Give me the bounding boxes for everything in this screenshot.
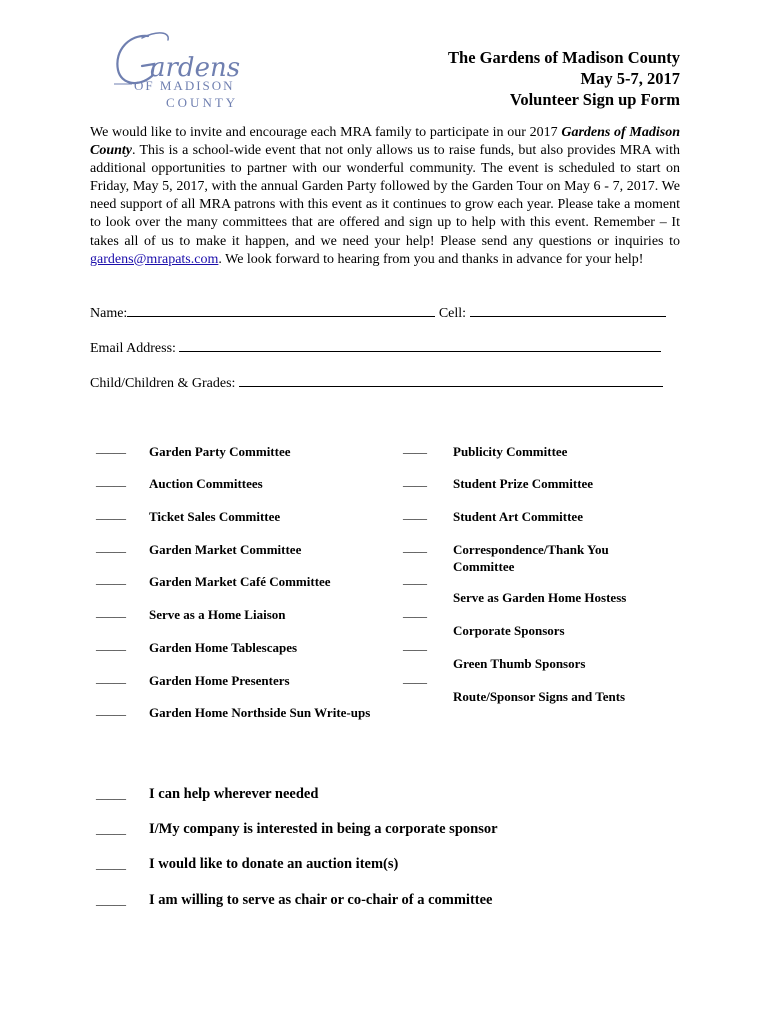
committee-label: Green Thumb Sponsors — [453, 656, 586, 671]
children-field[interactable] — [239, 373, 663, 387]
committee-blank[interactable]: _____ — [96, 441, 126, 455]
committee-blank[interactable]: ____ — [403, 441, 427, 455]
gardens-logo-graphic — [108, 28, 278, 112]
children-label: Child/Children & Grades: — [90, 376, 236, 391]
title-block — [448, 47, 680, 110]
committee-blank[interactable]: _____ — [96, 605, 126, 619]
committee-label: Correspondence/Thank You Committee — [453, 542, 609, 574]
committee-blank[interactable]: ____ — [403, 507, 427, 521]
email-link[interactable]: gardens@mrapats.com — [90, 251, 219, 267]
committee-blank[interactable]: _____ — [96, 671, 126, 685]
committee-label: Corporate Sponsors — [453, 623, 565, 638]
option-blank[interactable]: _____ — [96, 893, 126, 907]
committee-blank[interactable]: ____ — [403, 638, 427, 652]
page-title: The Gardens of Madison County — [448, 48, 680, 67]
children-row — [90, 373, 663, 393]
committee-label: Serve as a Home Liaison — [149, 607, 286, 622]
committee-blank[interactable]: ____ — [403, 474, 427, 488]
option-label: I am willing to serve as chair or co-chair of a committee — [149, 892, 493, 908]
committee-blank[interactable]: _____ — [96, 572, 126, 586]
gardens-logo — [108, 28, 278, 112]
email-row — [90, 338, 661, 358]
email-field[interactable] — [179, 338, 661, 352]
committee-label: Route/Sponsor Signs and Tents — [453, 689, 626, 704]
intro-text-2: . This is a school-wide event that not only allows us to raise funds, but also provides MRA with additional opportunities to partner with our wonderful community. The event is scheduled to start on Friday, May 5, 2017, with the annual Garden Party followed by the Garden Tour on May 6 - 7, 2017. We need support of all MRA patrons with this event as it continues to grow each year. Please take a moment to look over the many committees that are offered and sign up to help with this event. Remember – It takes all of us to make it happen, and we need your help! Please send any questions or inquiries to — [90, 143, 680, 249]
logo-line1: OF MADISON — [134, 78, 235, 93]
cell-label: Cell: — [438, 306, 467, 321]
committee-blank[interactable]: _____ — [96, 638, 126, 652]
intro-text-1: We would like to invite and encourage each MRA family to participate in our 2017 — [90, 125, 562, 140]
intro-text-3: . We look forward to hearing from you and thanks in advance for your help! — [218, 251, 644, 267]
logo-line2: COUNTY — [166, 95, 239, 110]
name-field[interactable] — [127, 303, 435, 317]
committee-label: Publicity Committee — [453, 444, 568, 459]
option-label: I/My company is interested in being a corporate sponsor — [149, 821, 498, 837]
option-blank[interactable]: _____ — [96, 857, 126, 871]
committee-blank[interactable]: _____ — [96, 540, 126, 554]
committee-label: Student Art Committee — [453, 509, 583, 524]
svg-text:ardens: ardens — [150, 53, 241, 83]
committee-label: Ticket Sales Committee — [149, 509, 281, 524]
committee-label: Garden Market Café Committee — [149, 574, 331, 589]
committee-label: Student Prize Committee — [453, 476, 594, 491]
email-label: Email Address: — [90, 341, 176, 356]
committee-blank[interactable]: ____ — [403, 540, 427, 554]
committee-label: Auction Committees — [149, 476, 263, 491]
committee-label: Garden Home Northside Sun Write-ups — [149, 705, 371, 720]
committee-blank[interactable]: ____ — [403, 671, 427, 685]
name-row — [90, 303, 666, 323]
event-name: Gardens of Madison County — [90, 125, 680, 159]
intro-paragraph — [90, 124, 680, 269]
option-label: I would like to donate an auction item(s) — [149, 856, 399, 872]
name-label: Name: — [90, 306, 128, 321]
committee-label: Serve as Garden Home Hostess — [453, 590, 627, 605]
committee-blank[interactable]: ____ — [403, 572, 427, 586]
event-dates: May 5-7, 2017 — [580, 69, 680, 88]
option-blank[interactable]: _____ — [96, 787, 126, 801]
cell-field[interactable] — [470, 303, 666, 317]
committee-blank[interactable]: _____ — [96, 474, 126, 488]
committee-blank[interactable]: _____ — [96, 507, 126, 521]
form-subtitle: Volunteer Sign up Form — [509, 90, 680, 109]
committee-label: Garden Home Presenters — [149, 673, 290, 688]
committee-label: Garden Market Committee — [149, 542, 302, 557]
option-label: I can help wherever needed — [149, 786, 319, 802]
committee-blank[interactable]: _____ — [96, 703, 126, 717]
committee-blank[interactable]: ____ — [403, 605, 427, 619]
committee-label: Garden Home Tablescapes — [149, 640, 298, 655]
committee-label: Garden Party Committee — [149, 444, 291, 459]
option-blank[interactable]: _____ — [96, 822, 126, 836]
